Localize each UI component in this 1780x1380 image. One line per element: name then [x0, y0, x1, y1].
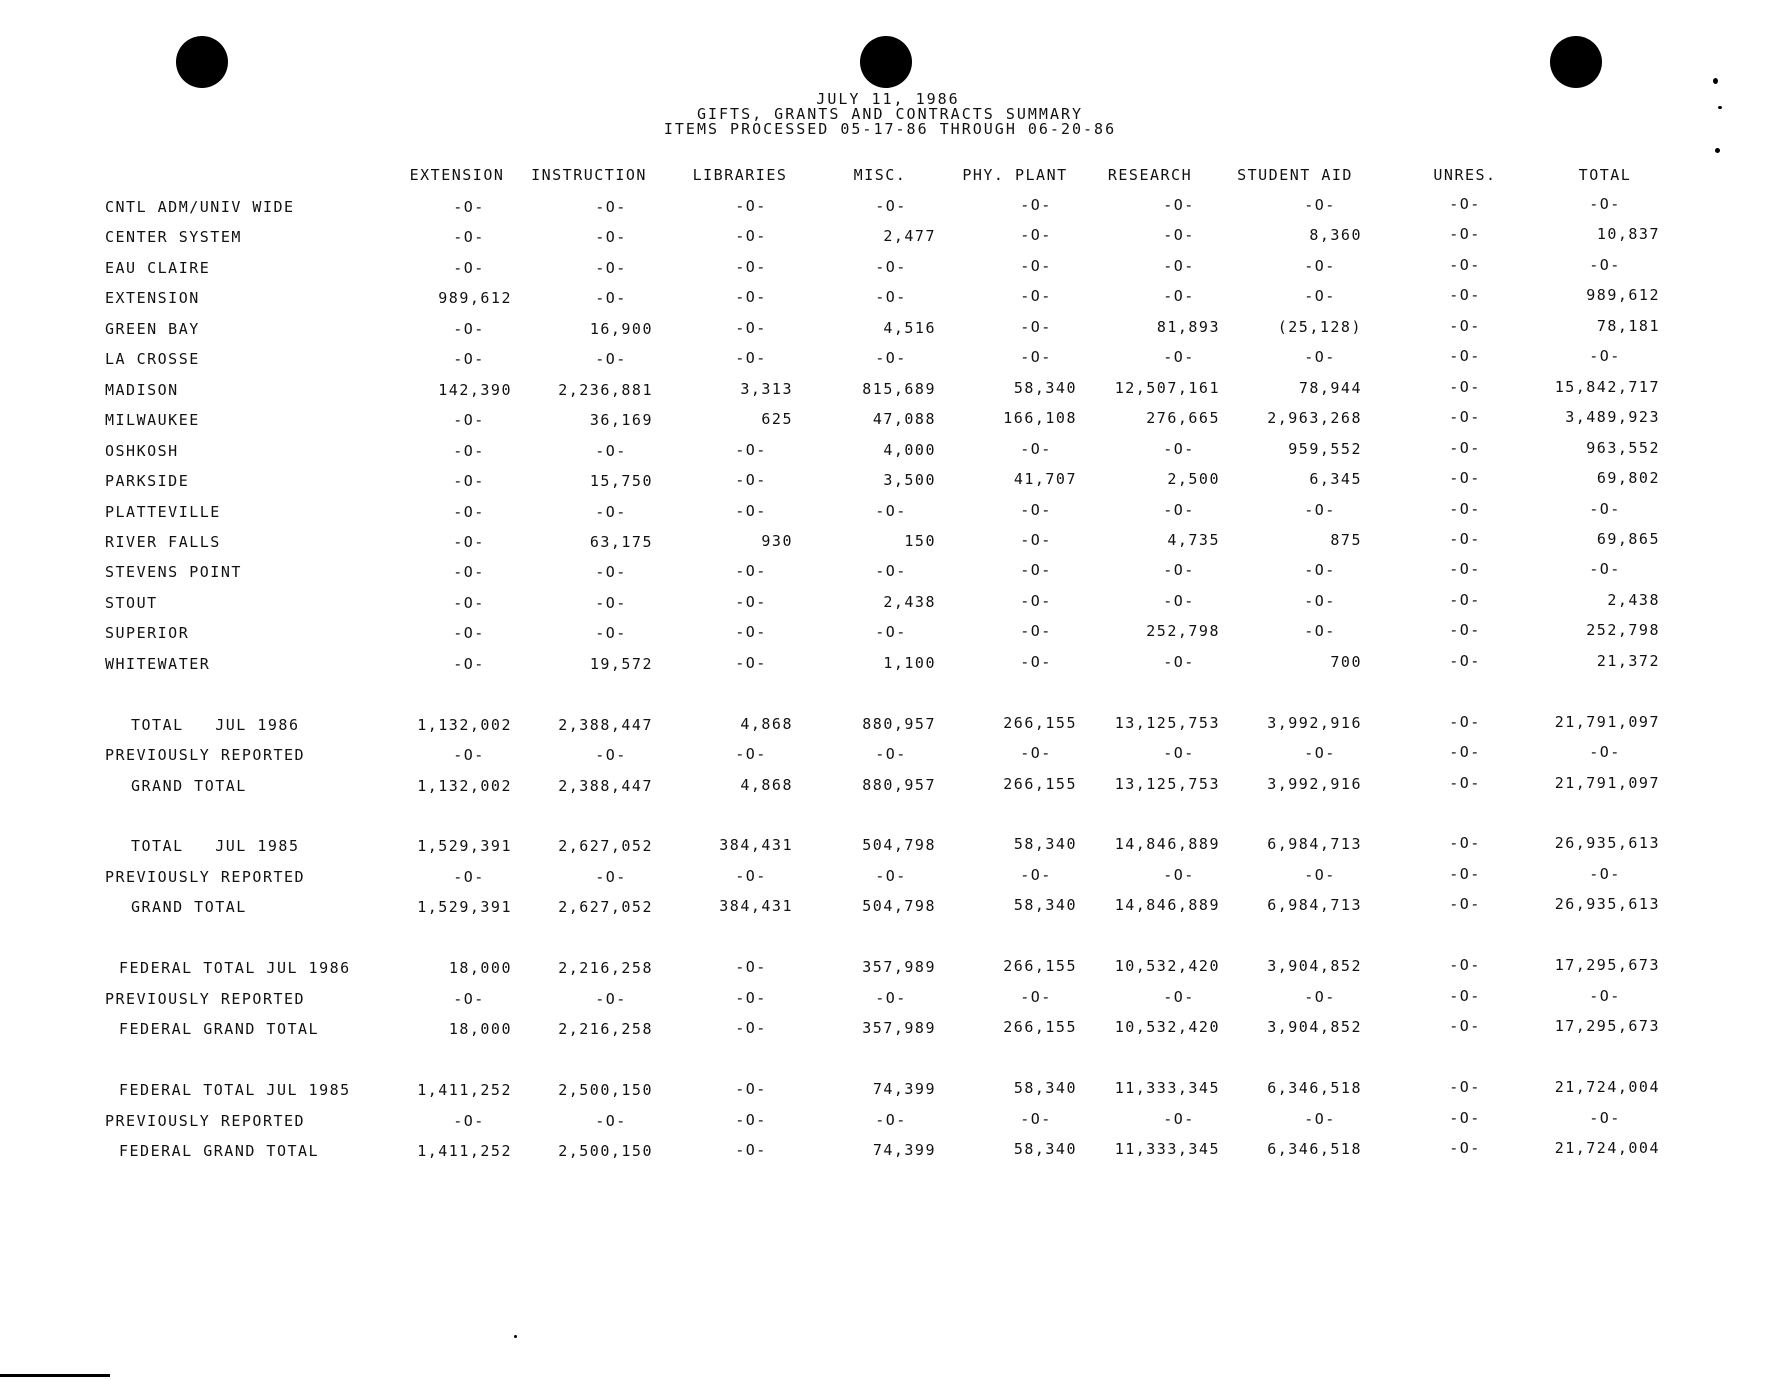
- table-cell: -O-: [875, 745, 907, 763]
- punch-hole-left: [176, 36, 228, 88]
- table-cell: 58,340: [1013, 835, 1077, 853]
- table-cell: 21,791,097: [1554, 774, 1660, 792]
- table-cell: -O-: [735, 319, 767, 337]
- table-cell: -O-: [1163, 440, 1195, 458]
- table-cell: 69,865: [1596, 530, 1660, 548]
- table-cell: -O-: [1020, 622, 1052, 640]
- table-cell: -O-: [1589, 1109, 1621, 1127]
- table-cell: -O-: [1304, 501, 1336, 519]
- table-cell: -O-: [453, 563, 485, 581]
- table-cell: -O-: [595, 594, 627, 612]
- table-cell: 12,507,161: [1114, 379, 1220, 397]
- table-cell: 3,904,852: [1267, 957, 1362, 975]
- table-cell: 21,724,004: [1554, 1139, 1660, 1157]
- table-cell: -O-: [735, 349, 767, 367]
- table-cell: -O-: [1449, 469, 1481, 487]
- table-cell: 17,295,673: [1554, 1017, 1660, 1035]
- table-cell: 880,957: [862, 715, 936, 733]
- table-cell: -O-: [1020, 287, 1052, 305]
- table-cell: 6,346,518: [1267, 1079, 1362, 1097]
- table-cell: -O-: [1163, 348, 1195, 366]
- table-cell: -O-: [1304, 866, 1336, 884]
- table-cell: -O-: [1020, 226, 1052, 244]
- table-cell: 17,295,673: [1554, 956, 1660, 974]
- table-cell: -O-: [1020, 744, 1052, 762]
- table-cell: -O-: [1449, 621, 1481, 639]
- table-cell: -O-: [1020, 440, 1052, 458]
- table-cell: -O-: [1449, 591, 1481, 609]
- table-cell: 880,957: [862, 776, 936, 794]
- table-cell: -O-: [735, 1080, 767, 1098]
- table-cell: 4,868: [740, 715, 793, 733]
- table-cell: 266,155: [1003, 775, 1077, 793]
- table-cell: 81,893: [1156, 318, 1220, 336]
- table-cell: 26,935,613: [1554, 834, 1660, 852]
- table-cell: 10,532,420: [1114, 957, 1220, 975]
- table-cell: (25,128): [1277, 318, 1362, 336]
- table-cell: -O-: [1449, 865, 1481, 883]
- table-cell: 384,431: [719, 897, 793, 915]
- row-label: GREEN BAY: [105, 320, 200, 338]
- table-cell: 14,846,889: [1114, 835, 1220, 853]
- table-cell: 74,399: [872, 1080, 936, 1098]
- table-cell: 11,333,345: [1114, 1079, 1220, 1097]
- table-cell: -O-: [1449, 530, 1481, 548]
- table-cell: -O-: [595, 289, 627, 307]
- table-cell: -O-: [1449, 560, 1481, 578]
- table-cell: -O-: [595, 259, 627, 277]
- table-cell: -O-: [735, 593, 767, 611]
- table-cell: -O-: [1020, 653, 1052, 671]
- table-cell: -O-: [453, 503, 485, 521]
- table-cell: -O-: [1020, 196, 1052, 214]
- table-cell: -O-: [1589, 865, 1621, 883]
- table-cell: -O-: [735, 867, 767, 885]
- table-cell: -O-: [453, 320, 485, 338]
- speck: [514, 1335, 517, 1338]
- table-cell: 2,388,447: [558, 777, 653, 795]
- column-header: TOTAL: [1578, 166, 1632, 184]
- table-cell: 2,216,258: [558, 959, 653, 977]
- table-cell: 19,572: [589, 655, 653, 673]
- table-cell: -O-: [1163, 196, 1195, 214]
- table-cell: -O-: [1589, 987, 1621, 1005]
- table-cell: -O-: [595, 1112, 627, 1130]
- column-header: MISC.: [853, 166, 907, 184]
- table-cell: 504,798: [862, 836, 936, 854]
- row-label: STOUT: [105, 594, 158, 612]
- table-cell: -O-: [1020, 257, 1052, 275]
- table-cell: -O-: [595, 746, 627, 764]
- table-cell: 18,000: [448, 1020, 512, 1038]
- table-cell: -O-: [735, 227, 767, 245]
- table-cell: 15,750: [589, 472, 653, 490]
- table-cell: 2,500,150: [558, 1081, 653, 1099]
- table-cell: 150: [904, 532, 936, 550]
- edge-mark: [1713, 78, 1718, 84]
- table-cell: 252,798: [1146, 622, 1220, 640]
- table-cell: 989,612: [438, 289, 512, 307]
- table-cell: 26,935,613: [1554, 895, 1660, 913]
- table-cell: 10,837: [1596, 225, 1660, 243]
- table-cell: -O-: [453, 350, 485, 368]
- table-cell: -O-: [1449, 713, 1481, 731]
- table-cell: -O-: [735, 258, 767, 276]
- row-label: TOTAL JUL 1985: [131, 837, 300, 855]
- table-cell: -O-: [875, 989, 907, 1007]
- table-cell: -O-: [453, 624, 485, 642]
- table-cell: -O-: [1589, 256, 1621, 274]
- table-cell: -O-: [453, 1112, 485, 1130]
- table-cell: -O-: [453, 442, 485, 460]
- table-cell: 2,627,052: [558, 898, 653, 916]
- table-cell: -O-: [1163, 988, 1195, 1006]
- table-cell: 78,181: [1596, 317, 1660, 335]
- table-cell: 384,431: [719, 836, 793, 854]
- table-cell: 276,665: [1146, 409, 1220, 427]
- table-cell: 6,346,518: [1267, 1140, 1362, 1158]
- table-cell: -O-: [453, 594, 485, 612]
- table-cell: 15,842,717: [1554, 378, 1660, 396]
- table-cell: -O-: [1304, 592, 1336, 610]
- table-cell: 266,155: [1003, 714, 1077, 732]
- row-label: MILWAUKEE: [105, 411, 200, 429]
- table-cell: -O-: [1449, 895, 1481, 913]
- table-cell: -O-: [453, 533, 485, 551]
- table-cell: -O-: [735, 745, 767, 763]
- table-cell: -O-: [453, 198, 485, 216]
- table-cell: 3,313: [740, 380, 793, 398]
- table-cell: -O-: [1449, 500, 1481, 518]
- table-cell: 2,438: [883, 593, 936, 611]
- row-label: PARKSIDE: [105, 472, 190, 490]
- table-cell: 989,612: [1586, 286, 1660, 304]
- table-cell: 142,390: [438, 381, 512, 399]
- table-cell: -O-: [735, 1141, 767, 1159]
- table-cell: -O-: [1163, 744, 1195, 762]
- table-cell: 58,340: [1013, 1140, 1077, 1158]
- table-cell: -O-: [735, 958, 767, 976]
- table-cell: -O-: [735, 654, 767, 672]
- row-label: FEDERAL TOTAL JUL 1986: [119, 959, 351, 977]
- table-cell: 58,340: [1013, 1079, 1077, 1097]
- table-cell: -O-: [1304, 348, 1336, 366]
- table-cell: -O-: [595, 442, 627, 460]
- table-cell: 14,846,889: [1114, 896, 1220, 914]
- table-cell: 2,388,447: [558, 716, 653, 734]
- table-cell: -O-: [1304, 744, 1336, 762]
- table-cell: -O-: [1304, 988, 1336, 1006]
- row-label: STEVENS POINT: [105, 563, 242, 581]
- table-cell: -O-: [1020, 531, 1052, 549]
- table-cell: -O-: [1449, 1109, 1481, 1127]
- table-cell: -O-: [875, 867, 907, 885]
- table-cell: -O-: [1449, 987, 1481, 1005]
- table-cell: 1,132,002: [417, 716, 512, 734]
- table-cell: -O-: [1449, 834, 1481, 852]
- table-cell: 13,125,753: [1114, 775, 1220, 793]
- table-cell: -O-: [1449, 286, 1481, 304]
- table-cell: 63,175: [589, 533, 653, 551]
- row-label: PREVIOUSLY REPORTED: [105, 868, 306, 886]
- column-header: PHY. PLANT: [962, 166, 1068, 184]
- table-cell: -O-: [735, 562, 767, 580]
- table-cell: 357,989: [862, 958, 936, 976]
- table-cell: -O-: [1449, 743, 1481, 761]
- table-cell: 1,132,002: [417, 777, 512, 795]
- table-cell: 21,372: [1596, 652, 1660, 670]
- table-cell: -O-: [453, 868, 485, 886]
- table-cell: -O-: [1020, 988, 1052, 1006]
- table-cell: 13,125,753: [1114, 714, 1220, 732]
- table-cell: -O-: [875, 623, 907, 641]
- table-cell: -O-: [453, 472, 485, 490]
- table-cell: 21,791,097: [1554, 713, 1660, 731]
- punch-hole-center: [860, 36, 912, 88]
- table-cell: -O-: [1020, 1110, 1052, 1128]
- table-cell: 1,100: [883, 654, 936, 672]
- row-label: GRAND TOTAL: [131, 777, 247, 795]
- table-cell: -O-: [875, 197, 907, 215]
- table-cell: -O-: [1449, 317, 1481, 335]
- row-label: MADISON: [105, 381, 179, 399]
- table-cell: -O-: [1449, 1017, 1481, 1035]
- table-cell: -O-: [595, 990, 627, 1008]
- edge-mark: [1715, 148, 1720, 153]
- table-cell: -O-: [1304, 257, 1336, 275]
- table-cell: -O-: [1449, 774, 1481, 792]
- report-title: GIFTS, GRANTS AND CONTRACTS SUMMARY: [696, 105, 1084, 123]
- table-cell: -O-: [1020, 561, 1052, 579]
- table-cell: 930: [761, 532, 793, 550]
- table-cell: -O-: [453, 990, 485, 1008]
- table-cell: -O-: [1449, 408, 1481, 426]
- table-cell: -O-: [1589, 347, 1621, 365]
- table-cell: -O-: [1449, 956, 1481, 974]
- table-cell: -O-: [453, 228, 485, 246]
- table-cell: 252,798: [1586, 621, 1660, 639]
- table-cell: 74,399: [872, 1141, 936, 1159]
- table-cell: -O-: [1163, 866, 1195, 884]
- bottom-edge-line: [0, 1374, 110, 1377]
- table-cell: 1,529,391: [417, 837, 512, 855]
- table-cell: -O-: [1020, 501, 1052, 519]
- table-cell: -O-: [1449, 195, 1481, 213]
- table-cell: 266,155: [1003, 957, 1077, 975]
- table-cell: -O-: [735, 441, 767, 459]
- table-cell: 21,724,004: [1554, 1078, 1660, 1096]
- table-cell: 2,216,258: [558, 1020, 653, 1038]
- table-cell: -O-: [875, 288, 907, 306]
- table-cell: 8,360: [1309, 226, 1362, 244]
- table-cell: -O-: [595, 198, 627, 216]
- table-cell: 815,689: [862, 380, 936, 398]
- table-cell: 41,707: [1013, 470, 1077, 488]
- table-cell: 4,868: [740, 776, 793, 794]
- table-cell: 2,438: [1607, 591, 1660, 609]
- report-date: JULY 11, 1986: [816, 90, 960, 108]
- table-cell: -O-: [875, 562, 907, 580]
- table-cell: -O-: [1163, 592, 1195, 610]
- table-cell: 3,992,916: [1267, 714, 1362, 732]
- row-label: PLATTEVILLE: [105, 503, 221, 521]
- table-cell: 47,088: [872, 410, 936, 428]
- table-cell: -O-: [1304, 287, 1336, 305]
- row-label: LA CROSSE: [105, 350, 200, 368]
- column-header: STUDENT AID: [1237, 166, 1353, 184]
- table-cell: 357,989: [862, 1019, 936, 1037]
- table-cell: -O-: [1589, 195, 1621, 213]
- table-cell: 3,992,916: [1267, 775, 1362, 793]
- row-label: TOTAL JUL 1986: [131, 716, 300, 734]
- punch-hole-right: [1550, 36, 1602, 88]
- table-cell: -O-: [1163, 287, 1195, 305]
- table-cell: -O-: [1020, 348, 1052, 366]
- column-header: INSTRUCTION: [531, 166, 647, 184]
- table-cell: -O-: [735, 288, 767, 306]
- table-cell: -O-: [735, 1111, 767, 1129]
- table-cell: -O-: [453, 746, 485, 764]
- table-cell: -O-: [1163, 1110, 1195, 1128]
- table-cell: -O-: [1589, 560, 1621, 578]
- table-cell: -O-: [453, 259, 485, 277]
- table-cell: 6,984,713: [1267, 835, 1362, 853]
- row-label: SUPERIOR: [105, 624, 190, 642]
- table-cell: 3,500: [883, 471, 936, 489]
- table-cell: -O-: [1304, 622, 1336, 640]
- column-header: LIBRARIES: [692, 166, 788, 184]
- table-cell: -O-: [1304, 1110, 1336, 1128]
- table-cell: 4,735: [1167, 531, 1220, 549]
- table-cell: -O-: [1163, 561, 1195, 579]
- table-cell: 6,345: [1309, 470, 1362, 488]
- table-cell: 875: [1330, 531, 1362, 549]
- table-cell: 2,236,881: [558, 381, 653, 399]
- table-cell: 1,529,391: [417, 898, 512, 916]
- table-cell: -O-: [453, 411, 485, 429]
- table-cell: 504,798: [862, 897, 936, 915]
- report-period: ITEMS PROCESSED 05-17-86 THROUGH 06-20-86: [663, 120, 1117, 138]
- row-label: PREVIOUSLY REPORTED: [105, 990, 306, 1008]
- table-cell: 959,552: [1288, 440, 1362, 458]
- table-cell: -O-: [735, 471, 767, 489]
- table-cell: 16,900: [589, 320, 653, 338]
- table-cell: -O-: [1449, 1078, 1481, 1096]
- table-cell: 166,108: [1003, 409, 1077, 427]
- row-label: PREVIOUSLY REPORTED: [105, 746, 306, 764]
- table-cell: 266,155: [1003, 1018, 1077, 1036]
- table-cell: 2,963,268: [1267, 409, 1362, 427]
- table-cell: 625: [761, 410, 793, 428]
- table-cell: 2,477: [883, 227, 936, 245]
- table-cell: -O-: [1449, 652, 1481, 670]
- table-cell: -O-: [875, 1111, 907, 1129]
- table-cell: -O-: [1163, 501, 1195, 519]
- table-cell: -O-: [1589, 500, 1621, 518]
- table-cell: 3,904,852: [1267, 1018, 1362, 1036]
- row-label: CNTL ADM/UNIV WIDE: [105, 198, 295, 216]
- table-cell: 11,333,345: [1114, 1140, 1220, 1158]
- table-cell: -O-: [875, 349, 907, 367]
- row-label: FEDERAL GRAND TOTAL: [119, 1020, 320, 1038]
- table-cell: -O-: [1020, 592, 1052, 610]
- table-cell: -O-: [875, 502, 907, 520]
- table-cell: 700: [1330, 653, 1362, 671]
- table-cell: -O-: [735, 197, 767, 215]
- table-cell: -O-: [1449, 347, 1481, 365]
- table-cell: 69,802: [1596, 469, 1660, 487]
- table-cell: -O-: [1020, 866, 1052, 884]
- table-cell: 78,944: [1298, 379, 1362, 397]
- table-cell: 58,340: [1013, 379, 1077, 397]
- table-cell: 58,340: [1013, 896, 1077, 914]
- table-cell: 36,169: [589, 411, 653, 429]
- table-cell: -O-: [1163, 226, 1195, 244]
- table-cell: -O-: [1449, 378, 1481, 396]
- row-label: FEDERAL GRAND TOTAL: [119, 1142, 320, 1160]
- table-cell: -O-: [875, 258, 907, 276]
- table-cell: -O-: [735, 502, 767, 520]
- table-cell: 2,627,052: [558, 837, 653, 855]
- table-cell: -O-: [1449, 256, 1481, 274]
- table-cell: -O-: [595, 503, 627, 521]
- table-cell: -O-: [1449, 1139, 1481, 1157]
- table-cell: 2,500,150: [558, 1142, 653, 1160]
- table-cell: -O-: [735, 623, 767, 641]
- table-cell: 10,532,420: [1114, 1018, 1220, 1036]
- table-cell: -O-: [595, 350, 627, 368]
- table-cell: -O-: [595, 563, 627, 581]
- row-label: OSHKOSH: [105, 442, 179, 460]
- table-cell: -O-: [735, 989, 767, 1007]
- table-cell: -O-: [453, 655, 485, 673]
- column-header: UNRES.: [1433, 166, 1497, 184]
- row-label: GRAND TOTAL: [131, 898, 247, 916]
- table-cell: -O-: [1304, 561, 1336, 579]
- table-cell: -O-: [595, 228, 627, 246]
- table-cell: -O-: [1449, 225, 1481, 243]
- row-label: EAU CLAIRE: [105, 259, 211, 277]
- table-cell: 18,000: [448, 959, 512, 977]
- table-cell: -O-: [1589, 743, 1621, 761]
- row-label: EXTENSION: [105, 289, 200, 307]
- table-cell: -O-: [1449, 439, 1481, 457]
- table-cell: 2,500: [1167, 470, 1220, 488]
- table-cell: 1,411,252: [417, 1142, 512, 1160]
- row-label: WHITEWATER: [105, 655, 211, 673]
- table-cell: 3,489,923: [1565, 408, 1660, 426]
- row-label: RIVER FALLS: [105, 533, 221, 551]
- table-cell: -O-: [1020, 318, 1052, 336]
- column-header: EXTENSION: [409, 166, 505, 184]
- table-cell: 4,516: [883, 319, 936, 337]
- table-cell: -O-: [735, 1019, 767, 1037]
- table-cell: 6,984,713: [1267, 896, 1362, 914]
- table-cell: -O-: [1304, 196, 1336, 214]
- column-header: RESEARCH: [1107, 166, 1193, 184]
- table-cell: -O-: [595, 624, 627, 642]
- table-cell: 963,552: [1586, 439, 1660, 457]
- table-cell: -O-: [1163, 257, 1195, 275]
- table-cell: 1,411,252: [417, 1081, 512, 1099]
- table-cell: -O-: [1163, 653, 1195, 671]
- table-cell: 4,000: [883, 441, 936, 459]
- row-label: FEDERAL TOTAL JUL 1985: [119, 1081, 351, 1099]
- row-label: PREVIOUSLY REPORTED: [105, 1112, 306, 1130]
- table-cell: -O-: [595, 868, 627, 886]
- row-label: CENTER SYSTEM: [105, 228, 242, 246]
